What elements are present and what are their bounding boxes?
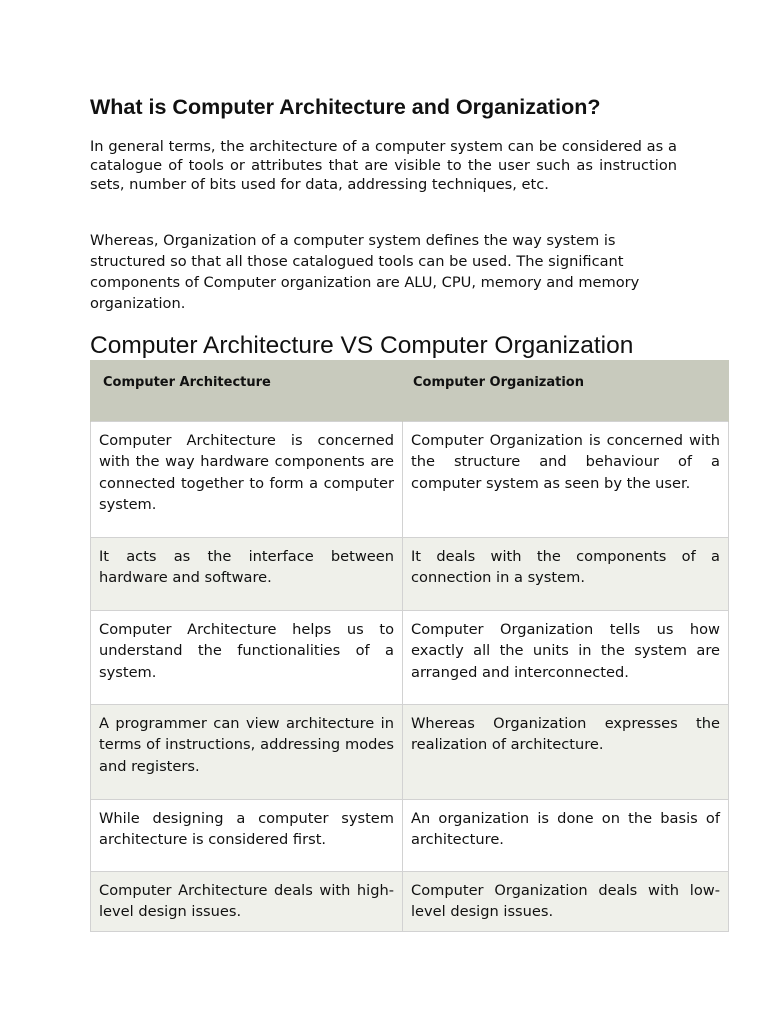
table-cell-organization: An organization is done on the basis of architecture. <box>403 799 729 871</box>
table-cell-architecture: Computer Architecture deals with high-level design issues. <box>91 871 403 931</box>
table-header-row <box>91 360 729 421</box>
page-title: What is Computer Architecture and Organization? <box>90 95 601 119</box>
comparison-table <box>90 360 729 932</box>
table-cell-architecture: Computer Architecture is concerned with the way hardware components are connected together to form a computer system. <box>91 421 403 537</box>
table-row <box>91 421 729 537</box>
table-cell-architecture: Computer Architecture helps us to understand the functionalities of a system. <box>91 610 403 704</box>
column-header-organization: Computer Organization <box>403 360 729 421</box>
table-cell-organization: Computer Organization tells us how exactly all the units in the system are arranged and interconnected. <box>403 610 729 704</box>
table-row <box>91 871 729 931</box>
table-cell-architecture: While designing a computer system architecture is considered first. <box>91 799 403 871</box>
table-cell-architecture: It acts as the interface between hardware and software. <box>91 537 403 610</box>
column-header-architecture: Computer Architecture <box>91 360 403 421</box>
table-row <box>91 610 729 704</box>
table-cell-architecture: A programmer can view architecture in terms of instructions, addressing modes and registers. <box>91 704 403 799</box>
table-row <box>91 537 729 610</box>
table-cell-organization: Whereas Organization expresses the realization of architecture. <box>403 704 729 799</box>
intro-paragraph-architecture: In general terms, the architecture of a computer system can be considered as a catalogue of tools or attributes that are visible to the user such as instruction sets, number of bits used for data, addressing techniques, etc. <box>90 138 677 193</box>
intro-paragraph-organization: Whereas, Organization of a computer system defines the way system is structured so that all those catalogued tools can be used. The significant components of Computer organization are ALU, CPU, memory and memory organization. <box>90 232 640 312</box>
table-cell-organization: Computer Organization is concerned with the structure and behaviour of a computer system as seen by the user. <box>403 421 729 537</box>
table-row <box>91 704 729 799</box>
comparison-heading: Computer Architecture VS Computer Organization <box>90 332 634 359</box>
table-row <box>91 799 729 871</box>
table-cell-organization: Computer Organization deals with low-level design issues. <box>403 871 729 931</box>
table-cell-organization: It deals with the components of a connection in a system. <box>403 537 729 610</box>
